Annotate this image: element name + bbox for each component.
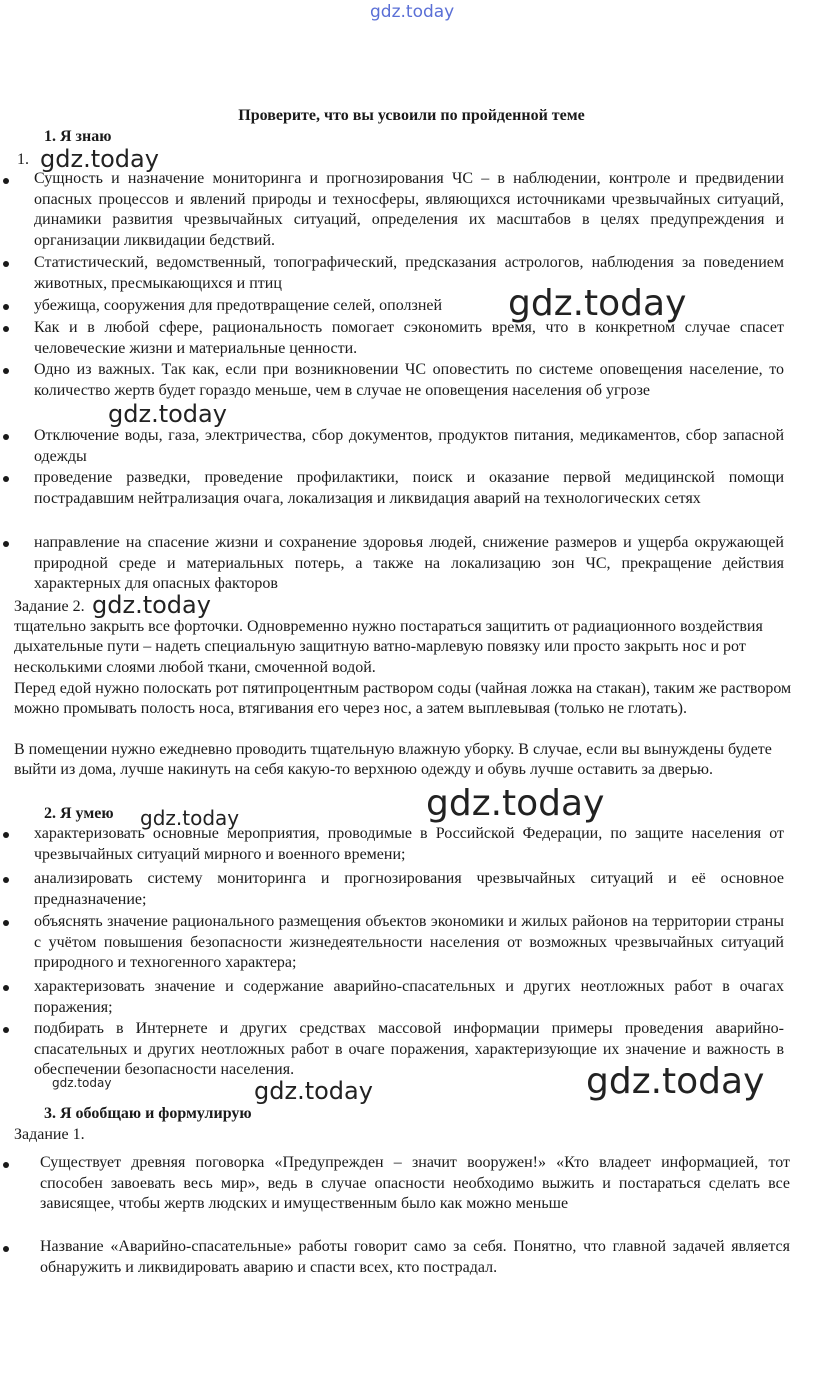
bullet-marker xyxy=(3,261,9,267)
task1-label: Задание 1. xyxy=(14,1126,85,1143)
list-item: анализировать систему мониторинга и прогнозирования чрезвычайных ситуаций и её основное предназначение; xyxy=(34,870,784,908)
task2-label: Задание 2. xyxy=(14,598,85,615)
list-item: проведение разведки, проведение профилактики, поиск и оказание первой медицинской помощи пострадавшим нейтрализация очага, локализация и ликвидация аварий на технологических сетях xyxy=(34,469,784,507)
watermark: gdz.today xyxy=(52,1076,112,1090)
list-item: Как и в любой сфере, рациональность помогает сэкономить время, что в конкретном случае спасет человеческие жизни и материальные ценности. xyxy=(34,319,784,357)
bullet-marker xyxy=(3,985,9,991)
list-item: Существует древняя поговорка «Предупрежден – значит вооружен!» «Кто владеет информацией, тот способен завоевать весь мир», ведь в случае опасности необходимо выжить и постараться сделать все зависящее, чтобы жертв людских и имущественным было как можно меньше xyxy=(40,1154,790,1213)
bullet-marker xyxy=(3,368,9,374)
watermark: gdz.today xyxy=(92,591,211,619)
section-heading-can: 2. Я умею xyxy=(44,805,114,822)
list-item: характеризовать значение и содержание аварийно-спасательных и других неотложных работ в очагах поражения; xyxy=(34,978,784,1016)
bullet-marker xyxy=(3,476,9,482)
list-item: Сущность и назначение мониторинга и прогнозирования ЧС – в наблюдении, контроле и предвидении опасных процессов и явлений природы и техносферы, являющихся источниками чрезвычайных ситуаций, динамики развития чрезвычайных ситуаций, определения их масштабов в целях предупреждения и организации ликвидации бедствий. xyxy=(34,170,784,250)
paragraph: тщательно закрыть все форточки. Одновременно нужно постараться защитить от радиационного воздействия дыхательные пути – надеть специальную защитную ватно-марлевую повязку или просто закрыть нос и рот несколькими слоями любой ткани, смоченной водой. xyxy=(14,618,763,676)
watermark: gdz.today xyxy=(254,1077,373,1105)
list-item: Одно из важных. Так как, если при возникновении ЧС оповестить по системе оповещения население, то количество жертв будет гораздо меньше, чем в случае не оповещения населения об угрозе xyxy=(34,361,784,399)
bullet-marker xyxy=(3,1246,9,1252)
bullet-marker xyxy=(3,178,9,184)
bullet-marker xyxy=(3,326,9,332)
watermark: gdz.today xyxy=(40,145,159,173)
sub-number: 1. xyxy=(17,151,29,168)
bullet-marker xyxy=(3,304,9,310)
paragraph: В помещении нужно ежедневно проводить тщательную влажную уборку. В случае, если вы вынуждены будете выйти из дома, лучше накинуть на себя какую-то верхнюю одежду и обувь лучше оставить за дверью. xyxy=(14,741,772,779)
list-item: подбирать в Интернете и других средствах массовой информации примеры проведения аварийно-спасательных и других неотложных работ в очаге поражения, характеризующие их значение и важность в обеспечении безопасности населения. xyxy=(34,1020,784,1079)
bullet-marker xyxy=(3,920,9,926)
section-heading-summarize: 3. Я обобщаю и формулирую xyxy=(44,1105,252,1122)
list-item: Название «Аварийно-спасательные» работы говорит само за себя. Понятно, что главной задачей является обнаружить и ликвидировать аварию и спасти всех, кто пострадал. xyxy=(40,1238,790,1276)
watermark-top: gdz.today xyxy=(370,2,455,22)
list-item: характеризовать основные мероприятия, проводимые в Российской Федерации, по защите населения от чрезвычайных ситуаций мирного и военного времени; xyxy=(34,825,784,863)
section-heading-know: 1. Я знаю xyxy=(44,128,112,145)
watermark: gdz.today xyxy=(426,783,605,824)
bullet-marker xyxy=(3,877,9,883)
page-title: Проверите, что вы усвоили по пройденной теме xyxy=(238,107,585,124)
bullet-marker xyxy=(3,1162,9,1168)
watermark: gdz.today xyxy=(108,400,227,428)
watermark: gdz.today xyxy=(508,283,687,324)
list-item: объяснять значение рационального размещения объектов экономики и жилых районов на территории страны с учётом повышения безопасности жизнедеятельности населения от возможных чрезвычайных ситуаций природного и техногенного характера; xyxy=(34,913,784,972)
watermark: gdz.today xyxy=(586,1061,765,1102)
list-item: направление на спасение жизни и сохранение здоровья людей, снижение размеров и ущерба окружающей природной среде и материальных потерь, а также на локализацию зон ЧС, прекращение действия характерных для опасных факторов xyxy=(34,534,784,593)
bullet-marker xyxy=(3,541,9,547)
bullet-marker xyxy=(3,1027,9,1033)
list-item: убежища, сооружения для предотвращение селей, оползней xyxy=(34,297,443,314)
list-item: Статистический, ведомственный, топографический, предсказания астрологов, наблюдения за поведением животных, пресмыкающихся и птиц xyxy=(34,254,784,292)
bullet-marker xyxy=(3,434,9,440)
watermark: gdz.today xyxy=(140,806,240,830)
list-item: Отключение воды, газа, электричества, сбор документов, продуктов питания, медикаментов, сбор запасной одежды xyxy=(34,427,784,465)
paragraph: Перед едой нужно полоскать рот пятипроцентным раствором соды (чайная ложка на стакан), таким же раствором можно промывать полость носа, втягивания его через нос, а затем выплевывая (только не глотать). xyxy=(14,680,792,718)
bullet-marker xyxy=(3,832,9,838)
